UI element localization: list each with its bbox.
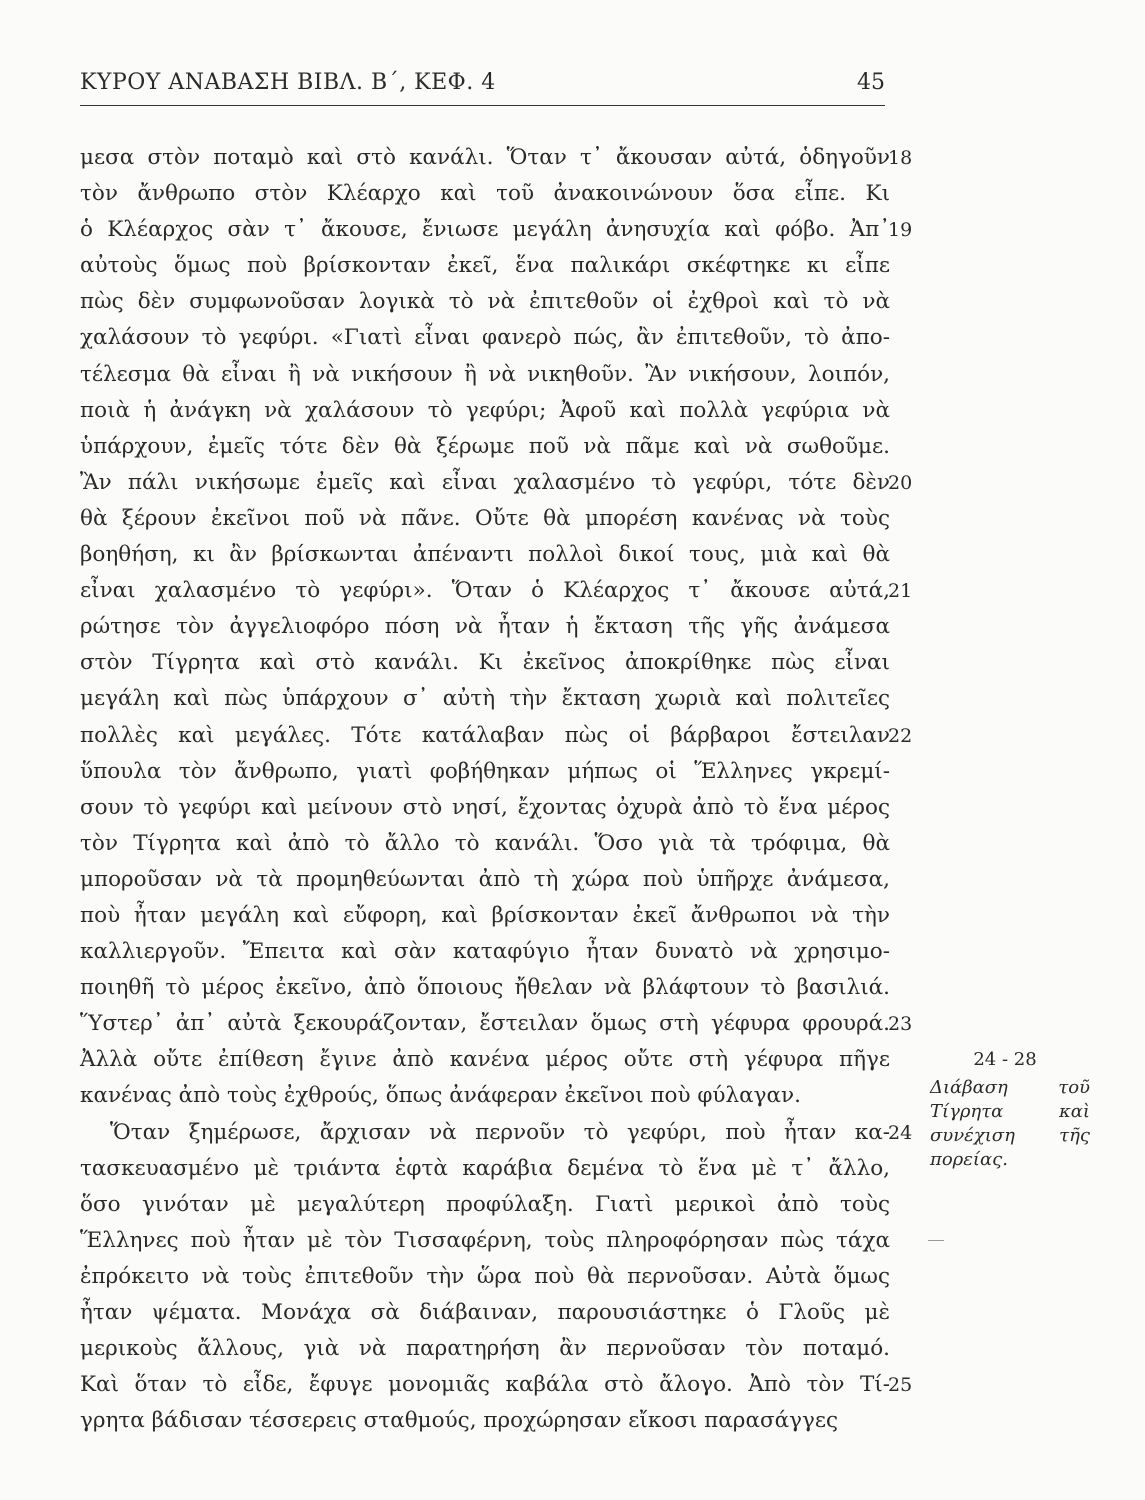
- margin-note-line: πορείας.: [930, 1149, 1008, 1170]
- text-line: Ἀλλὰ οὔτε ἐπίθεση ἔγινε ἀπὸ κανένα μέρος οὔτε στὴ γέφυρα πῆγε: [80, 1047, 890, 1073]
- verse-number: 19: [888, 219, 913, 242]
- text-line: τασκευασμένο μὲ τριάντα ἑφτὰ καράβια δεμένα τὸ ἕνα μὲ τ᾿ ἄλλο,: [80, 1155, 890, 1181]
- text-line: χαλάσουν τὸ γεφύρι. «Γιατὶ εἶναι φανερὸ πώς, ἂν ἐπιτεθοῦν, τὸ ἀπο-: [80, 325, 890, 351]
- margin-tick: [928, 1240, 944, 1241]
- text-line: πὼς δὲν συμφωνοῦσαν λογικὰ τὸ νὰ ἐπιτεθοῦν οἱ ἐχθροὶ καὶ τὸ νὰ: [80, 289, 890, 315]
- margin-note-line: Διάβαση τοῦ: [930, 1077, 1090, 1098]
- body-text: [80, 140, 890, 1439]
- text-line: ὅσο γινόταν μὲ μεγαλύτερη προφύλαξη. Γιατὶ μερικοὶ ἀπὸ τοὺς: [80, 1191, 890, 1217]
- text-line: στὸν Τίγρητα καὶ στὸ κανάλι. Κι ἐκεῖνος ἀποκρίθηκε πὼς εἶναι: [80, 650, 890, 676]
- margin-note-line: συνέχιση τῆς: [930, 1125, 1090, 1146]
- text-line: ἐπρόκειτο νὰ τοὺς ἐπιτεθοῦν τὴν ὥρα ποὺ θὰ περνοῦσαν. Αὐτὰ ὅμως: [80, 1263, 890, 1289]
- text-line: πολλὲς καὶ μεγάλες. Τότε κατάλαβαν πὼς οἱ βάρβαροι ἔστειλαν: [80, 722, 890, 748]
- text-line: τὸν ἄνθρωπο στὸν Κλέαρχο καὶ τοῦ ἀνακοινώνουν ὅσα εἶπε. Κι: [80, 181, 890, 207]
- text-line: ποιὰ ἡ ἀνάγκη νὰ χαλάσουν τὸ γεφύρι; Ἀφοῦ καὶ πολλὰ γεφύρια νὰ: [80, 397, 890, 423]
- text-line: τὸν Τίγρητα καὶ ἀπὸ τὸ ἄλλο τὸ κανάλι. Ὅσο γιὰ τὰ τρόφιμα, θὰ: [80, 830, 890, 856]
- text-line: μποροῦσαν νὰ τὰ προμηθεύωνται ἀπὸ τὴ χώρα ποὺ ὑπῆρχε ἀνάμεσα,: [80, 866, 890, 892]
- text-line: Καὶ ὅταν τὸ εἶδε, ἔφυγε μονομιᾶς καβάλα στὸ ἄλογο. Ἀπὸ τὸν Τί-: [80, 1372, 890, 1398]
- text-line: Ὅταν ξημέρωσε, ἄρχισαν νὰ περνοῦν τὸ γεφύρι, ποὺ ἦταν κα-: [110, 1119, 890, 1145]
- text-line: Ὕστερ᾿ ἀπ᾿ αὐτὰ ξεκουράζονταν, ἔστειλαν ὅμως στὴ γέφυρα φρουρά.: [80, 1011, 890, 1037]
- text-line: Ἕλληνες ποὺ ἦταν μὲ τὸν Τισσαφέρνη, τοὺς πληροφόρησαν πὼς τάχα: [80, 1227, 890, 1253]
- margin-note-line: Τίγρητα καὶ: [930, 1101, 1090, 1122]
- margin-note-range: 24 - 28: [973, 1049, 1037, 1070]
- text-line: γρητα βάδισαν τέσσερεις σταθμούς, προχώρησαν εἴκοσι παρασάγγες: [80, 1408, 839, 1434]
- text-line: αὐτοὺς ὅμως ποὺ βρίσκονταν ἐκεῖ, ἕνα παλικάρι σκέφτηκε κι εἶπε: [80, 253, 890, 279]
- text-line: ποιηθῆ τὸ μέρος ἐκεῖνο, ἀπὸ ὅποιους ἤθελαν νὰ βλάφτουν τὸ βασιλιά.: [80, 975, 890, 1001]
- verse-number: 24: [888, 1121, 913, 1144]
- text-line: ἦταν ψέματα. Μονάχα σὰ διάβαιναν, παρουσιάστηκε ὁ Γλοῦς μὲ: [80, 1300, 890, 1325]
- text-line: βοηθήση, κι ἂν βρίσκωνται ἀπέναντι πολλοὶ δικοί τους, μιὰ καὶ θὰ: [80, 542, 890, 568]
- text-line: τέλεσμα θὰ εἶναι ἢ νὰ νικήσουν ἢ νὰ νικηθοῦν. Ἂν νικήσουν, λοιπόν,: [80, 361, 890, 387]
- text-line: σουν τὸ γεφύρι καὶ μείνουν στὸ νησί, ἔχοντας ὀχυρὰ ἀπὸ τὸ ἕνα μέρος: [80, 794, 890, 820]
- verse-number: 25: [888, 1374, 913, 1397]
- verse-number: 18: [888, 147, 913, 169]
- running-title: ΚΥΡΟΥ ΑΝΑΒΑΣΗ ΒΙΒΛ. Β΄, ΚΕΦ. 4: [80, 70, 496, 95]
- text-line: εἶναι χαλασμένο τὸ γεφύρι». Ὅταν ὁ Κλέαρχος τ᾿ ἄκουσε αὐτά,: [80, 578, 890, 604]
- text-line: μεσα στὸν ποταμὸ καὶ στὸ κανάλι. Ὅταν τ᾿ ἄκουσαν αὐτά, ὁδηγοῦν: [80, 145, 890, 170]
- verse-number: 22: [888, 724, 913, 747]
- text-line: μερικοὺς ἄλλους, γιὰ νὰ παρατηρήση ἂν περνοῦσαν τὸν ποταμό.: [80, 1336, 890, 1362]
- text-line: κανένας ἀπὸ τοὺς ἐχθρούς, ὅπως ἀνάφεραν ἐκεῖνοι ποὺ φύλαγαν.: [80, 1083, 801, 1109]
- text-line: Ἂν πάλι νικήσωμε ἐμεῖς καὶ εἶναι χαλασμένο τὸ γεφύρι, τότε δὲν: [80, 469, 890, 495]
- verse-number: 23: [888, 1013, 913, 1036]
- verse-number: 21: [888, 580, 913, 603]
- text-line: ποὺ ἦταν μεγάλη καὶ εὔφορη, καὶ βρίσκονταν ἐκεῖ ἄνθρωποι νὰ τὴν: [80, 902, 890, 928]
- running-header: [80, 66, 885, 106]
- text-line: ὁ Κλέαρχος σὰν τ᾿ ἄκουσε, ἔνιωσε μεγάλη ἀνησυχία καὶ φόβο. Ἀπ᾿: [80, 217, 890, 243]
- margin-note: [930, 1048, 1100, 1172]
- verse-number: 20: [888, 471, 913, 494]
- header-rule: [80, 105, 885, 106]
- text-line: καλλιεργοῦν. Ἔπειτα καὶ σὰν καταφύγιο ἦταν δυνατὸ νὰ χρησιμο-: [80, 939, 890, 965]
- text-line: μεγάλη καὶ πὼς ὑπάρχουν σ᾿ αὐτὴ τὴν ἔκταση χωριὰ καὶ πολιτεῖες: [80, 686, 890, 712]
- text-line: ὕπουλα τὸν ἄνθρωπο, γιατὶ φοβήθηκαν μήπως οἱ Ἕλληνες γκρεμί-: [80, 758, 890, 784]
- page-number: 45: [857, 70, 885, 95]
- text-line: ὑπάρχουν, ἐμεῖς τότε δὲν θὰ ξέρωμε ποῦ νὰ πᾶμε καὶ νὰ σωθοῦμε.: [80, 433, 890, 459]
- text-line: θὰ ξέρουν ἐκεῖνοι ποῦ νὰ πᾶνε. Οὔτε θὰ μπορέση κανένας νὰ τοὺς: [80, 505, 890, 531]
- text-line: ρώτησε τὸν ἀγγελιοφόρο πόση νὰ ἦταν ἡ ἔκταση τῆς γῆς ἀνάμεσα: [80, 614, 890, 640]
